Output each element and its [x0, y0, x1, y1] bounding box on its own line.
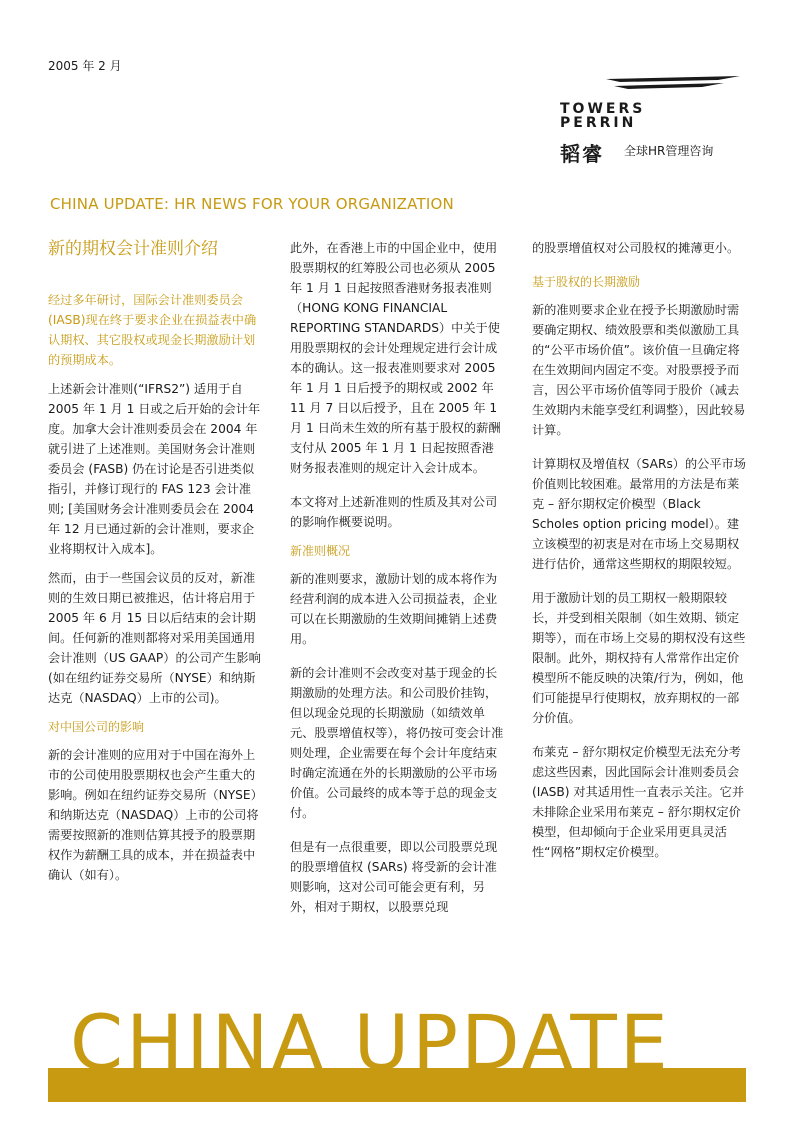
masthead-title: CHINA UPDATE [70, 998, 671, 1087]
logo-tagline: 全球HR管理咨询 [624, 144, 714, 158]
towers-perrin-logo [558, 76, 748, 166]
paragraph: 计算期权及增值权（SARs）的公平市场价值则比较困难。最常用的方法是布莱克 – 舒尔期权定价模型（Black Scholes option pricing model）。建立该模型的初衷是对在市场上交易期权进行估价，通常这些期权的期限较短。 [532, 457, 746, 571]
section-heading: 新准则概况 [290, 544, 351, 558]
article-column-3 [532, 238, 748, 871]
article-column-1 [48, 238, 264, 894]
section-heading: 基于股权的长期激励 [532, 275, 641, 289]
paragraph: 新的会计准则不会改变对基于现金的长期激励的处理方法。和公司股价挂钩，但以现金兑现的长期激励（如绩效单元、股票增值权等），将仍按可变会计准则处理，企业需要在每个会计年度结束时确定流通在外的长期激励的公平市场价值。公司最终的成本等于总的现金支付。 [290, 666, 504, 820]
article-title: 新的期权会计准则介绍 [48, 239, 218, 259]
logo-word-towers: TOWERS [560, 101, 646, 117]
paragraph: 用于激励计划的员工期权一般期限较长，并受到相关限制（如生效期、锁定期等），而在市场上交易的期权没有这些限制。此外，期权持有人常常作出定价模型所不能反映的决策/行为，例如，他们可能提早行使期权，放弃期权的一部分价值。 [532, 591, 746, 725]
swoosh-icon [606, 76, 740, 96]
paragraph: 布莱克 – 舒尔期权定价模型无法充分考虑这些因素，因此国际会计准则委员会 (IASB) 对其适用性一直表示关注。它并未排除企业采用布莱克 – 舒尔期权定价模型，但却倾向于企业采用更具灵活性“网格”期权定价模型。 [532, 745, 745, 859]
paragraph: 上述新会计准则(“IFRS2”) 适用于自 2005 年 1 月 1 日或之后开始的会计年度。加拿大会计准则委员会在 2004 年就引进了上述准则。美国财务会计准则委员会 (FASB) 仍在讨论是否引进类似指引，并修订现行的 FAS 123 会计准则; [美国财务会计准则委员会在 2004 年 12 月已通过新的会计准则，要求企业将期权计入成本]。 [48, 382, 261, 556]
article-lead: 经过多年研讨，国际会计准则委员会(IASB)现在终于要求企业在损益表中确认期权、其它股权或现金长期激励计划的预期成本。 [48, 293, 257, 367]
paragraph: 此外，在香港上市的中国企业中，使用股票期权的红筹股公司也必须从 2005 年 1 月 1 日起按照香港财务报表准则（HONG KONG FINANCIAL REPORTING STANDARDS）中关于使用股票期权的会计处理规定进行会计成本的确认。这一报表准则要求对 2005 年 1 月 1 日后授予的期权或 2002 年 11 月 7 日以后授予，且在 2005 年 1 月 1 日尚未生效的所有基于股权的薪酬支付从 2005 年 1 月 1 日起按照香港财务报表准则的规定计入会计成本。 [290, 241, 501, 475]
paragraph: 本文将对上述新准则的性质及其对公司的影响作概要说明。 [290, 495, 498, 529]
article-column-2 [290, 238, 506, 926]
issue-date: 2005 年 2 月 [48, 59, 122, 73]
paragraph: 但是有一点很重要，即以公司股票兑现的股票增值权 (SARs) 将受新的会计准则影响，这对公司可能会更有利，另外，相对于期权，以股票兑现 [290, 840, 498, 914]
paragraph: 新的会计准则的应用对于中国在海外上市的公司使用股票期权也会产生重大的影响。例如在纽约证券交易所（NYSE）和纳斯达克（NASDAQ）上市的公司将需要按照新的准则估算其授予的股票期权作为薪酬工具的成本，并在损益表中确认（如有）。 [48, 748, 263, 882]
paragraph: 新的准则要求，激励计划的成本将作为经营利润的成本进入公司损益表，企业可以在长期激励的生效期间摊销上述费用。 [290, 572, 498, 646]
paragraph: 新的准则要求企业在授予长期激励时需要确定期权、绩效股票和类似激励工具的“公平市场价值”。该价值一旦确定将在生效期间内固定不变。对股票授予而言，因公平市场价值等同于股价（减去生效期内未能享受红利调整），因此较易计算。 [532, 303, 746, 437]
logo-chinese-name: 韬睿 [560, 142, 604, 166]
paragraph: 然而，由于一些国会议员的反对，新准则的生效日期已被推迟，估计将启用于 2005 年 6 月 15 日以后结束的会计期间。任何新的准则都将对采用美国通用会计准则（US GAAP）的公司产生影响 (如在纽约证券交易所（NYSE）和纳斯达克（NASDAQ）上市的公司)。 [48, 571, 261, 705]
logo-word-perrin: PERRIN [560, 115, 637, 131]
section-heading: 对中国公司的影响 [48, 720, 145, 734]
newsletter-headline: CHINA UPDATE: HR NEWS FOR YOUR ORGANIZATION [50, 195, 454, 213]
paragraph: 的股票增值权对公司股权的摊薄更小。 [532, 241, 740, 255]
